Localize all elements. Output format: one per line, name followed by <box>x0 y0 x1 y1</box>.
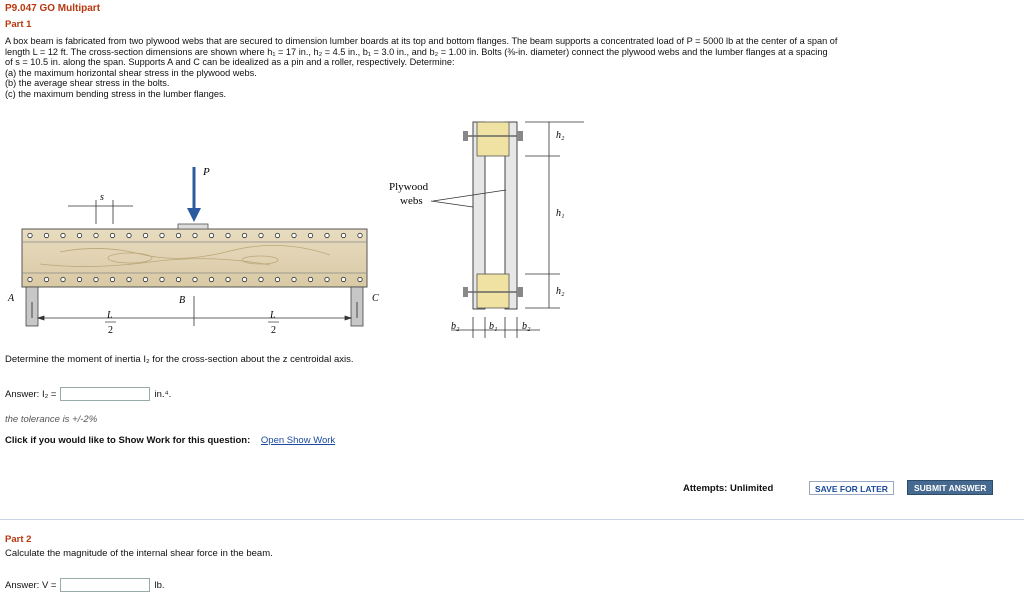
bolt <box>341 277 345 281</box>
spacing-dimension <box>68 200 133 224</box>
bolt <box>160 277 164 281</box>
bolt <box>176 233 180 237</box>
part-2-answer-label: Answer: V = <box>5 579 57 591</box>
bolt <box>94 233 98 237</box>
load-label: P <box>203 166 210 178</box>
webs-label-line2: webs <box>400 195 423 207</box>
part-divider <box>0 519 1024 520</box>
bolt <box>77 233 81 237</box>
bolt <box>325 277 329 281</box>
submit-answer-button[interactable]: SUBMIT ANSWER <box>907 480 993 495</box>
span-dimension <box>38 296 351 326</box>
problem-line: (a) the maximum horizontal shear stress in the plywood webs. <box>5 67 257 78</box>
problem-line: (c) the maximum bending stress in the lumber flanges. <box>5 88 227 99</box>
part-2-label: Part 2 <box>5 534 32 545</box>
b1-label: b₁ <box>489 321 498 332</box>
bolt <box>143 233 147 237</box>
height-dimensions <box>525 122 584 308</box>
bolt <box>94 277 98 281</box>
part-1-answer-row <box>5 387 171 401</box>
b2-left-label: b₂ <box>451 321 460 332</box>
bolt <box>308 233 312 237</box>
support-a <box>26 287 38 326</box>
bolt <box>275 233 279 237</box>
h1-label: h₁ <box>556 208 565 219</box>
part-1-label: Part 1 <box>5 19 32 30</box>
bolt <box>193 277 197 281</box>
part-1-answer-label: Answer: I₂ = <box>5 388 57 400</box>
half-span-label-left: L <box>107 310 113 321</box>
bolt <box>358 277 362 281</box>
bolt <box>358 233 362 237</box>
show-work-row <box>5 435 335 446</box>
bolt <box>193 233 197 237</box>
cross-section <box>463 122 523 309</box>
tolerance-note: the tolerance is +/-2% <box>5 414 98 425</box>
show-work-prompt: Click if you would like to Show Work for this question: <box>5 435 251 446</box>
bolt <box>209 233 213 237</box>
half-span-label-left-den: 2 <box>108 325 113 336</box>
problem-statement <box>5 36 1020 100</box>
bolt <box>127 233 131 237</box>
open-show-work-link[interactable]: Open Show Work <box>260 435 336 446</box>
bolt <box>28 233 32 237</box>
bolt <box>226 277 230 281</box>
bolt <box>341 233 345 237</box>
bolt <box>61 233 65 237</box>
bolt <box>61 277 65 281</box>
bolt <box>325 233 329 237</box>
h2-bottom-label: h₂ <box>556 286 565 297</box>
bolt <box>226 233 230 237</box>
problem-line: length L = 12 ft. The cross-section dimensions are shown where h₁ = 17 in., h₂ = 4.5 in., b₁ = 3.0 in., and b₂ = 1.00 in. Bolts (⅜-in. diameter) connect the plywood webs and the lumber flanges at a spacing <box>5 46 828 57</box>
bolt <box>209 277 213 281</box>
bolt <box>292 233 296 237</box>
problem-line: (b) the average shear stress in the bolts. <box>5 78 170 89</box>
part-2-question: Calculate the magnitude of the internal shear force in the beam. <box>5 548 273 559</box>
bolt <box>44 277 48 281</box>
part-2-answer-row <box>5 578 165 592</box>
bolt <box>176 277 180 281</box>
part-2-answer-unit: lb. <box>154 579 165 591</box>
half-span-label-right: L <box>270 310 276 321</box>
bolt <box>28 277 32 281</box>
bolt <box>242 233 246 237</box>
bolt <box>143 277 147 281</box>
part-1-answer-unit: in.⁴. <box>154 388 172 400</box>
bolt-row-top <box>28 233 362 237</box>
bolt <box>110 277 114 281</box>
load-arrow-p <box>187 167 201 222</box>
bolt <box>160 233 164 237</box>
load-plate <box>178 224 208 229</box>
bolt <box>275 277 279 281</box>
save-for-later-button[interactable]: SAVE FOR LATER <box>809 481 894 495</box>
bolt <box>259 277 263 281</box>
part-1-answer-input[interactable] <box>60 387 150 401</box>
half-span-label-right-den: 2 <box>271 325 276 336</box>
support-a-label: A <box>8 293 15 304</box>
bolt <box>259 233 263 237</box>
bolt <box>292 277 296 281</box>
part-1-question: Determine the moment of inertia I₂ for the cross-section about the z centroidal axis. <box>5 354 354 365</box>
problem-line: A box beam is fabricated from two plywood webs that are secured to dimension lumber boards at its top and bottom flanges. The beam supports a concentrated load of P = 5000 lb at the center of a span of <box>5 36 838 46</box>
problem-line: of s = 10.5 in. along the span. Supports A and C can be idealized as a pin and a roller, respectively. Determine: <box>5 57 455 68</box>
webs-label-line1: Plywood <box>389 181 429 193</box>
bolt <box>308 277 312 281</box>
bolt-row-bottom <box>28 277 362 281</box>
bolt <box>127 277 131 281</box>
bolt <box>110 233 114 237</box>
point-b-label: B <box>179 295 186 306</box>
support-c <box>351 287 363 326</box>
attempts-info: Attempts: Unlimited <box>683 483 774 494</box>
support-c-label: C <box>372 293 379 304</box>
bolt <box>77 277 81 281</box>
box-beam-figure <box>0 112 600 347</box>
bolt <box>44 233 48 237</box>
problem-title: P9.047 GO Multipart <box>5 3 101 14</box>
spacing-label: s <box>100 192 104 203</box>
h2-top-label: h₂ <box>556 130 565 141</box>
b2-right-label: b₂ <box>522 321 531 332</box>
part-2-answer-input[interactable] <box>60 578 150 592</box>
bolt <box>242 277 246 281</box>
